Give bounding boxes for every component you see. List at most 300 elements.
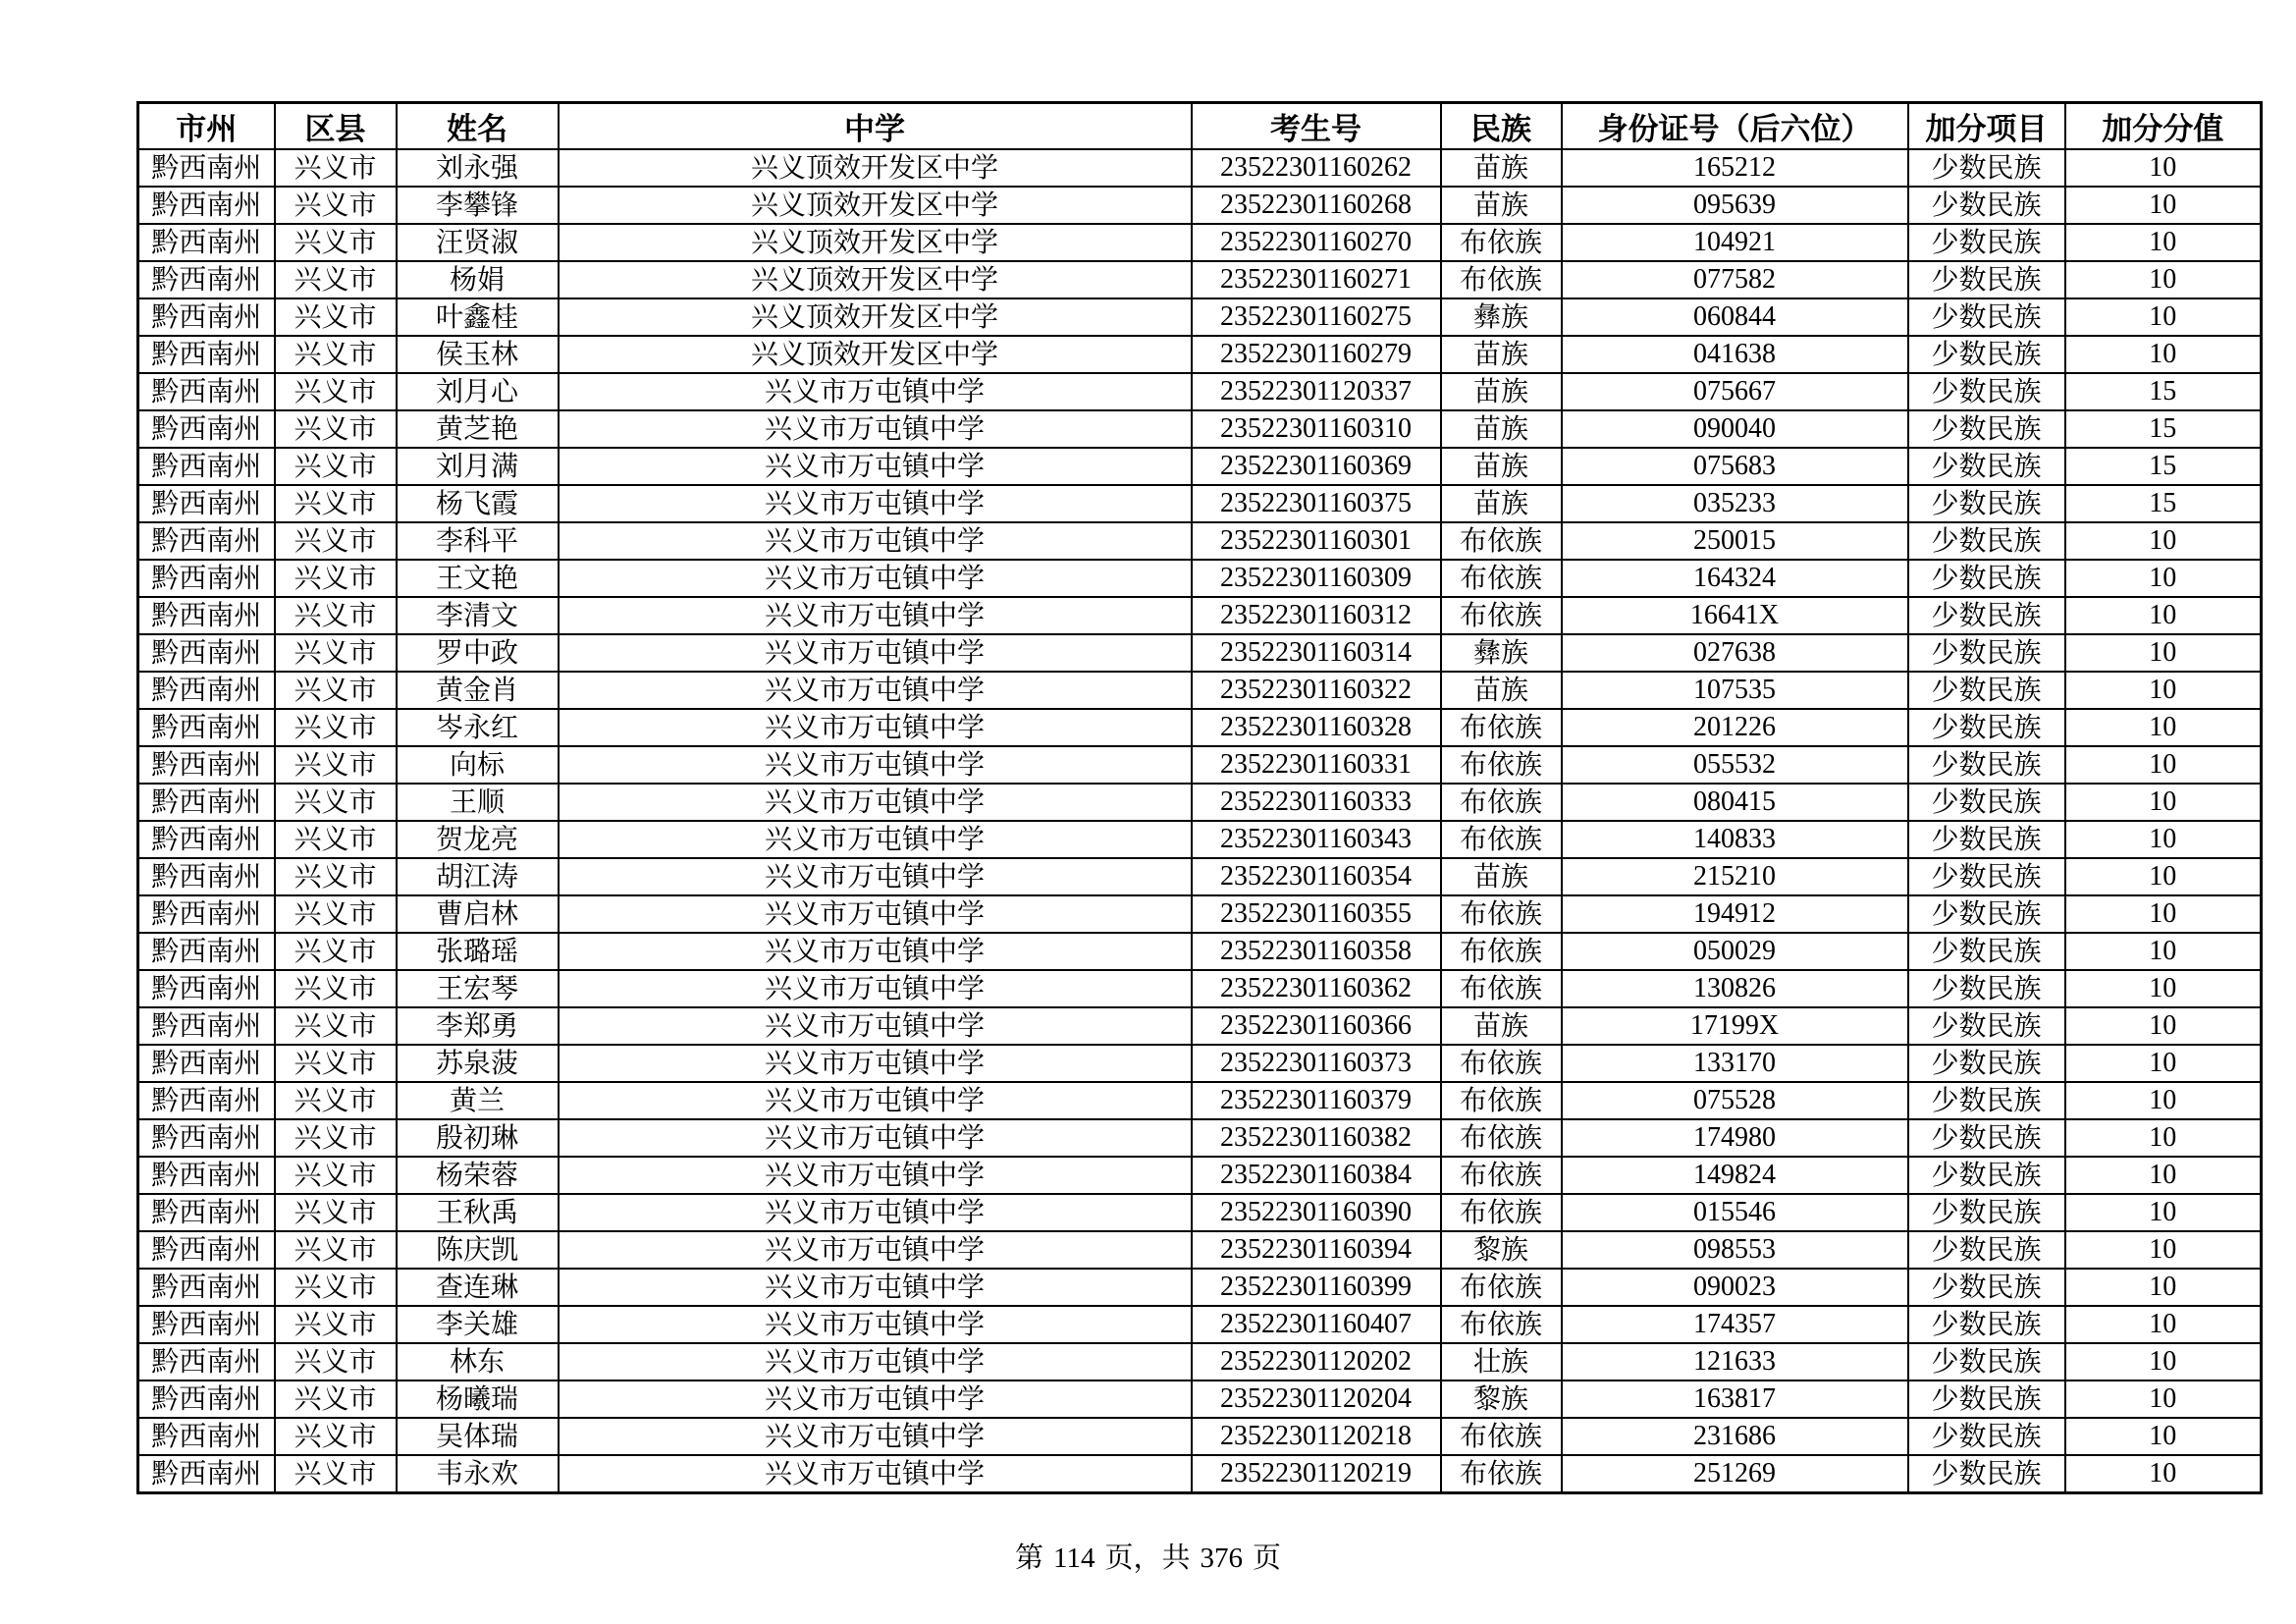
cell-county: 兴义市 (275, 298, 397, 336)
cell-ethnicity: 黎族 (1441, 1380, 1562, 1418)
cell-ethnicity: 壮族 (1441, 1343, 1562, 1380)
cell-bonus-item: 少数民族 (1908, 1231, 2065, 1269)
cell-ethnicity: 苗族 (1441, 410, 1562, 448)
cell-prefecture: 黔西南州 (138, 336, 275, 373)
cell-county: 兴义市 (275, 1082, 397, 1119)
cell-bonus-item: 少数民族 (1908, 933, 2065, 970)
table-row (138, 1194, 2262, 1231)
cell-prefecture: 黔西南州 (138, 149, 275, 187)
table-row (138, 522, 2262, 560)
cell-school: 兴义市万屯镇中学 (559, 1119, 1192, 1157)
cell-prefecture: 黔西南州 (138, 858, 275, 895)
cell-ethnicity: 苗族 (1441, 336, 1562, 373)
cell-bonus-item: 少数民族 (1908, 821, 2065, 858)
cell-id-last-six: 090040 (1562, 410, 1908, 448)
cell-exam-number: 23522301160407 (1192, 1306, 1441, 1343)
cell-bonus-value: 10 (2065, 597, 2262, 634)
cell-bonus-value: 10 (2065, 821, 2262, 858)
cell-school: 兴义市万屯镇中学 (559, 485, 1192, 522)
cell-name: 李郑勇 (397, 1007, 559, 1045)
cell-bonus-item: 少数民族 (1908, 1194, 2065, 1231)
cell-school: 兴义顶效开发区中学 (559, 261, 1192, 298)
cell-bonus-item: 少数民族 (1908, 858, 2065, 895)
cell-id-last-six: 231686 (1562, 1418, 1908, 1455)
cell-county: 兴义市 (275, 1119, 397, 1157)
cell-id-last-six: 104921 (1562, 224, 1908, 261)
footer-prefix: 第 (1015, 1541, 1044, 1574)
header-prefecture: 市州 (138, 103, 275, 150)
table-row (138, 634, 2262, 672)
cell-bonus-value: 10 (2065, 933, 2262, 970)
table-row (138, 410, 2262, 448)
cell-id-last-six: 075683 (1562, 448, 1908, 485)
cell-name: 李清文 (397, 597, 559, 634)
cell-school: 兴义顶效开发区中学 (559, 336, 1192, 373)
cell-id-last-six: 077582 (1562, 261, 1908, 298)
cell-bonus-item: 少数民族 (1908, 709, 2065, 746)
footer-total-pages: 376 (1200, 1543, 1243, 1574)
cell-school: 兴义市万屯镇中学 (559, 634, 1192, 672)
cell-ethnicity: 布依族 (1441, 933, 1562, 970)
cell-exam-number: 23522301160375 (1192, 485, 1441, 522)
cell-prefecture: 黔西南州 (138, 298, 275, 336)
cell-id-last-six: 060844 (1562, 298, 1908, 336)
cell-bonus-value: 10 (2065, 746, 2262, 784)
cell-id-last-six: 163817 (1562, 1380, 1908, 1418)
cell-name: 陈庆凯 (397, 1231, 559, 1269)
cell-id-last-six: 164324 (1562, 560, 1908, 597)
cell-name: 侯玉林 (397, 336, 559, 373)
cell-bonus-item: 少数民族 (1908, 1343, 2065, 1380)
cell-bonus-value: 10 (2065, 1119, 2262, 1157)
cell-id-last-six: 140833 (1562, 821, 1908, 858)
table-row (138, 1343, 2262, 1380)
cell-bonus-item: 少数民族 (1908, 560, 2065, 597)
cell-id-last-six: 17199X (1562, 1007, 1908, 1045)
cell-ethnicity: 布依族 (1441, 1269, 1562, 1306)
cell-exam-number: 23522301160369 (1192, 448, 1441, 485)
cell-school: 兴义市万屯镇中学 (559, 410, 1192, 448)
cell-county: 兴义市 (275, 1455, 397, 1493)
cell-ethnicity: 苗族 (1441, 672, 1562, 709)
table-row (138, 485, 2262, 522)
cell-ethnicity: 布依族 (1441, 522, 1562, 560)
cell-exam-number: 23522301160270 (1192, 224, 1441, 261)
cell-exam-number: 23522301160394 (1192, 1231, 1441, 1269)
cell-id-last-six: 121633 (1562, 1343, 1908, 1380)
cell-name: 曹启林 (397, 895, 559, 933)
cell-county: 兴义市 (275, 597, 397, 634)
cell-name: 刘永强 (397, 149, 559, 187)
cell-bonus-value: 10 (2065, 187, 2262, 224)
cell-county: 兴义市 (275, 709, 397, 746)
cell-prefecture: 黔西南州 (138, 224, 275, 261)
cell-county: 兴义市 (275, 1306, 397, 1343)
cell-school: 兴义市万屯镇中学 (559, 970, 1192, 1007)
cell-prefecture: 黔西南州 (138, 597, 275, 634)
cell-bonus-item: 少数民族 (1908, 597, 2065, 634)
cell-county: 兴义市 (275, 821, 397, 858)
cell-school: 兴义市万屯镇中学 (559, 784, 1192, 821)
cell-prefecture: 黔西南州 (138, 933, 275, 970)
cell-prefecture: 黔西南州 (138, 485, 275, 522)
cell-name: 李关雄 (397, 1306, 559, 1343)
cell-prefecture: 黔西南州 (138, 895, 275, 933)
cell-exam-number: 23522301160279 (1192, 336, 1441, 373)
table-row (138, 1119, 2262, 1157)
cell-id-last-six: 098553 (1562, 1231, 1908, 1269)
cell-prefecture: 黔西南州 (138, 1306, 275, 1343)
cell-exam-number: 23522301120337 (1192, 373, 1441, 410)
table-row (138, 560, 2262, 597)
cell-name: 岑永红 (397, 709, 559, 746)
cell-bonus-item: 少数民族 (1908, 187, 2065, 224)
cell-school: 兴义市万屯镇中学 (559, 1380, 1192, 1418)
cell-exam-number: 23522301160390 (1192, 1194, 1441, 1231)
cell-bonus-value: 10 (2065, 1045, 2262, 1082)
header-county: 区县 (275, 103, 397, 150)
cell-ethnicity: 布依族 (1441, 1119, 1562, 1157)
table-row (138, 187, 2262, 224)
cell-county: 兴义市 (275, 485, 397, 522)
table-row (138, 746, 2262, 784)
cell-bonus-item: 少数民族 (1908, 1082, 2065, 1119)
cell-name: 王宏琴 (397, 970, 559, 1007)
cell-prefecture: 黔西南州 (138, 1045, 275, 1082)
cell-bonus-value: 10 (2065, 1007, 2262, 1045)
cell-ethnicity: 布依族 (1441, 1082, 1562, 1119)
cell-ethnicity: 苗族 (1441, 149, 1562, 187)
cell-exam-number: 23522301160362 (1192, 970, 1441, 1007)
cell-exam-number: 23522301160301 (1192, 522, 1441, 560)
cell-bonus-item: 少数民族 (1908, 1119, 2065, 1157)
cell-bonus-value: 10 (2065, 560, 2262, 597)
cell-name: 查连琳 (397, 1269, 559, 1306)
cell-bonus-value: 10 (2065, 149, 2262, 187)
cell-bonus-value: 10 (2065, 336, 2262, 373)
cell-prefecture: 黔西南州 (138, 448, 275, 485)
cell-ethnicity: 布依族 (1441, 1418, 1562, 1455)
cell-school: 兴义市万屯镇中学 (559, 373, 1192, 410)
cell-school: 兴义市万屯镇中学 (559, 1455, 1192, 1493)
cell-name: 杨娟 (397, 261, 559, 298)
table-row (138, 224, 2262, 261)
cell-bonus-item: 少数民族 (1908, 224, 2065, 261)
cell-bonus-value: 10 (2065, 709, 2262, 746)
cell-exam-number: 23522301160312 (1192, 597, 1441, 634)
table-row (138, 448, 2262, 485)
cell-bonus-value: 15 (2065, 410, 2262, 448)
cell-bonus-value: 10 (2065, 1380, 2262, 1418)
table-row (138, 1306, 2262, 1343)
cell-bonus-item: 少数民族 (1908, 298, 2065, 336)
cell-exam-number: 23522301160271 (1192, 261, 1441, 298)
cell-name: 吴体瑞 (397, 1418, 559, 1455)
cell-id-last-six: 16641X (1562, 597, 1908, 634)
table-row (138, 933, 2262, 970)
cell-bonus-item: 少数民族 (1908, 261, 2065, 298)
cell-school: 兴义市万屯镇中学 (559, 1269, 1192, 1306)
cell-exam-number: 23522301160314 (1192, 634, 1441, 672)
header-name: 姓名 (397, 103, 559, 150)
cell-name: 向标 (397, 746, 559, 784)
cell-exam-number: 23522301160331 (1192, 746, 1441, 784)
table-row (138, 895, 2262, 933)
cell-bonus-value: 10 (2065, 522, 2262, 560)
cell-prefecture: 黔西南州 (138, 1380, 275, 1418)
cell-bonus-value: 10 (2065, 858, 2262, 895)
cell-county: 兴义市 (275, 224, 397, 261)
table-row (138, 336, 2262, 373)
cell-bonus-item: 少数民族 (1908, 336, 2065, 373)
cell-ethnicity: 苗族 (1441, 373, 1562, 410)
cell-exam-number: 23522301160373 (1192, 1045, 1441, 1082)
cell-id-last-six: 015546 (1562, 1194, 1908, 1231)
cell-ethnicity: 布依族 (1441, 746, 1562, 784)
table-row (138, 1007, 2262, 1045)
cell-prefecture: 黔西南州 (138, 634, 275, 672)
cell-bonus-value: 10 (2065, 1306, 2262, 1343)
cell-id-last-six: 250015 (1562, 522, 1908, 560)
cell-county: 兴义市 (275, 1269, 397, 1306)
cell-bonus-item: 少数民族 (1908, 149, 2065, 187)
cell-bonus-value: 10 (2065, 634, 2262, 672)
cell-county: 兴义市 (275, 1157, 397, 1194)
cell-id-last-six: 201226 (1562, 709, 1908, 746)
cell-id-last-six: 130826 (1562, 970, 1908, 1007)
cell-county: 兴义市 (275, 187, 397, 224)
table-row (138, 298, 2262, 336)
cell-exam-number: 23522301160366 (1192, 1007, 1441, 1045)
cell-name: 杨曦瑞 (397, 1380, 559, 1418)
cell-school: 兴义顶效开发区中学 (559, 298, 1192, 336)
cell-prefecture: 黔西南州 (138, 1194, 275, 1231)
cell-bonus-item: 少数民族 (1908, 1380, 2065, 1418)
cell-id-last-six: 174980 (1562, 1119, 1908, 1157)
header-bonus-value: 加分分值 (2065, 103, 2262, 150)
cell-county: 兴义市 (275, 1007, 397, 1045)
cell-ethnicity: 苗族 (1441, 448, 1562, 485)
table-row (138, 784, 2262, 821)
cell-school: 兴义市万屯镇中学 (559, 1082, 1192, 1119)
cell-bonus-item: 少数民族 (1908, 448, 2065, 485)
cell-prefecture: 黔西南州 (138, 1231, 275, 1269)
cell-county: 兴义市 (275, 448, 397, 485)
cell-county: 兴义市 (275, 970, 397, 1007)
cell-name: 王文艳 (397, 560, 559, 597)
cell-bonus-item: 少数民族 (1908, 522, 2065, 560)
cell-county: 兴义市 (275, 1418, 397, 1455)
header-row (138, 103, 2262, 150)
cell-bonus-value: 10 (2065, 970, 2262, 1007)
cell-name: 胡江涛 (397, 858, 559, 895)
cell-bonus-value: 10 (2065, 1455, 2262, 1493)
cell-name: 张璐瑶 (397, 933, 559, 970)
cell-ethnicity: 布依族 (1441, 895, 1562, 933)
cell-school: 兴义市万屯镇中学 (559, 746, 1192, 784)
cell-exam-number: 23522301160355 (1192, 895, 1441, 933)
cell-prefecture: 黔西南州 (138, 373, 275, 410)
cell-bonus-item: 少数民族 (1908, 1306, 2065, 1343)
cell-prefecture: 黔西南州 (138, 746, 275, 784)
table-row (138, 597, 2262, 634)
cell-prefecture: 黔西南州 (138, 1455, 275, 1493)
candidate-table-container (136, 101, 2260, 1494)
cell-school: 兴义市万屯镇中学 (559, 1343, 1192, 1380)
cell-ethnicity: 布依族 (1441, 560, 1562, 597)
cell-bonus-value: 15 (2065, 485, 2262, 522)
cell-bonus-value: 15 (2065, 448, 2262, 485)
cell-bonus-value: 10 (2065, 895, 2262, 933)
table-row (138, 373, 2262, 410)
cell-exam-number: 23522301160268 (1192, 187, 1441, 224)
cell-bonus-item: 少数民族 (1908, 970, 2065, 1007)
cell-ethnicity: 布依族 (1441, 1157, 1562, 1194)
cell-prefecture: 黔西南州 (138, 1157, 275, 1194)
cell-prefecture: 黔西南州 (138, 261, 275, 298)
cell-name: 汪贤淑 (397, 224, 559, 261)
cell-ethnicity: 布依族 (1441, 1455, 1562, 1493)
cell-county: 兴义市 (275, 410, 397, 448)
cell-bonus-item: 少数民族 (1908, 1418, 2065, 1455)
cell-school: 兴义市万屯镇中学 (559, 1194, 1192, 1231)
cell-bonus-value: 10 (2065, 224, 2262, 261)
cell-bonus-value: 10 (2065, 1194, 2262, 1231)
cell-id-last-six: 075667 (1562, 373, 1908, 410)
cell-bonus-value: 10 (2065, 784, 2262, 821)
cell-id-last-six: 215210 (1562, 858, 1908, 895)
cell-prefecture: 黔西南州 (138, 187, 275, 224)
cell-name: 黄金肖 (397, 672, 559, 709)
bonus-points-table (136, 101, 2263, 1494)
cell-prefecture: 黔西南州 (138, 1343, 275, 1380)
cell-name: 叶鑫桂 (397, 298, 559, 336)
cell-school: 兴义市万屯镇中学 (559, 597, 1192, 634)
cell-exam-number: 23522301160262 (1192, 149, 1441, 187)
cell-school: 兴义市万屯镇中学 (559, 709, 1192, 746)
cell-bonus-item: 少数民族 (1908, 672, 2065, 709)
cell-name: 林东 (397, 1343, 559, 1380)
cell-county: 兴义市 (275, 522, 397, 560)
cell-id-last-six: 107535 (1562, 672, 1908, 709)
cell-ethnicity: 布依族 (1441, 261, 1562, 298)
cell-id-last-six: 090023 (1562, 1269, 1908, 1306)
cell-ethnicity: 布依族 (1441, 821, 1562, 858)
cell-id-last-six: 174357 (1562, 1306, 1908, 1343)
table-row (138, 672, 2262, 709)
cell-exam-number: 23522301160309 (1192, 560, 1441, 597)
cell-ethnicity: 布依族 (1441, 709, 1562, 746)
table-row (138, 970, 2262, 1007)
cell-prefecture: 黔西南州 (138, 1119, 275, 1157)
cell-exam-number: 23522301160310 (1192, 410, 1441, 448)
cell-exam-number: 23522301160384 (1192, 1157, 1441, 1194)
header-id-last-six: 身份证号（后六位） (1562, 103, 1908, 150)
cell-ethnicity: 布依族 (1441, 224, 1562, 261)
cell-exam-number: 23522301160328 (1192, 709, 1441, 746)
cell-exam-number: 23522301160399 (1192, 1269, 1441, 1306)
table-row (138, 261, 2262, 298)
cell-exam-number: 23522301160322 (1192, 672, 1441, 709)
cell-school: 兴义市万屯镇中学 (559, 1418, 1192, 1455)
cell-bonus-value: 10 (2065, 1082, 2262, 1119)
table-row (138, 858, 2262, 895)
cell-id-last-six: 041638 (1562, 336, 1908, 373)
cell-id-last-six: 075528 (1562, 1082, 1908, 1119)
cell-county: 兴义市 (275, 1231, 397, 1269)
cell-prefecture: 黔西南州 (138, 1269, 275, 1306)
footer-suffix: 页 (1252, 1541, 1281, 1574)
cell-bonus-value: 10 (2065, 1269, 2262, 1306)
header-ethnicity: 民族 (1441, 103, 1562, 150)
cell-bonus-item: 少数民族 (1908, 485, 2065, 522)
cell-name: 刘月心 (397, 373, 559, 410)
table-row (138, 1269, 2262, 1306)
cell-school: 兴义市万屯镇中学 (559, 522, 1192, 560)
header-school: 中学 (559, 103, 1192, 150)
cell-bonus-value: 10 (2065, 672, 2262, 709)
cell-ethnicity: 布依族 (1441, 784, 1562, 821)
cell-exam-number: 23522301160275 (1192, 298, 1441, 336)
cell-name: 李攀锋 (397, 187, 559, 224)
cell-ethnicity: 布依族 (1441, 1045, 1562, 1082)
cell-id-last-six: 194912 (1562, 895, 1908, 933)
cell-county: 兴义市 (275, 784, 397, 821)
cell-name: 刘月满 (397, 448, 559, 485)
footer-page-number: 114 (1053, 1543, 1095, 1574)
cell-ethnicity: 布依族 (1441, 970, 1562, 1007)
header-bonus-item: 加分项目 (1908, 103, 2065, 150)
cell-id-last-six: 080415 (1562, 784, 1908, 821)
cell-exam-number: 23522301160343 (1192, 821, 1441, 858)
cell-id-last-six: 149824 (1562, 1157, 1908, 1194)
cell-bonus-value: 10 (2065, 1157, 2262, 1194)
cell-id-last-six: 165212 (1562, 149, 1908, 187)
cell-bonus-item: 少数民族 (1908, 1269, 2065, 1306)
cell-county: 兴义市 (275, 858, 397, 895)
cell-bonus-value: 10 (2065, 1343, 2262, 1380)
cell-bonus-item: 少数民族 (1908, 1045, 2065, 1082)
cell-name: 黄芝艳 (397, 410, 559, 448)
table-body (138, 149, 2262, 1493)
cell-county: 兴义市 (275, 895, 397, 933)
cell-prefecture: 黔西南州 (138, 1418, 275, 1455)
cell-name: 殷初琳 (397, 1119, 559, 1157)
cell-prefecture: 黔西南州 (138, 1007, 275, 1045)
cell-school: 兴义市万屯镇中学 (559, 933, 1192, 970)
cell-name: 王顺 (397, 784, 559, 821)
cell-county: 兴义市 (275, 149, 397, 187)
cell-school: 兴义顶效开发区中学 (559, 224, 1192, 261)
cell-name: 苏泉菠 (397, 1045, 559, 1082)
table-row (138, 709, 2262, 746)
cell-bonus-item: 少数民族 (1908, 895, 2065, 933)
cell-school: 兴义顶效开发区中学 (559, 187, 1192, 224)
cell-bonus-value: 10 (2065, 261, 2262, 298)
cell-bonus-item: 少数民族 (1908, 1007, 2065, 1045)
cell-ethnicity: 布依族 (1441, 597, 1562, 634)
cell-school: 兴义市万屯镇中学 (559, 1157, 1192, 1194)
cell-bonus-value: 15 (2065, 373, 2262, 410)
cell-ethnicity: 苗族 (1441, 187, 1562, 224)
cell-school: 兴义市万屯镇中学 (559, 821, 1192, 858)
cell-school: 兴义市万屯镇中学 (559, 1231, 1192, 1269)
cell-exam-number: 23522301160358 (1192, 933, 1441, 970)
cell-county: 兴义市 (275, 373, 397, 410)
cell-prefecture: 黔西南州 (138, 1082, 275, 1119)
cell-name: 黄兰 (397, 1082, 559, 1119)
cell-county: 兴义市 (275, 1045, 397, 1082)
